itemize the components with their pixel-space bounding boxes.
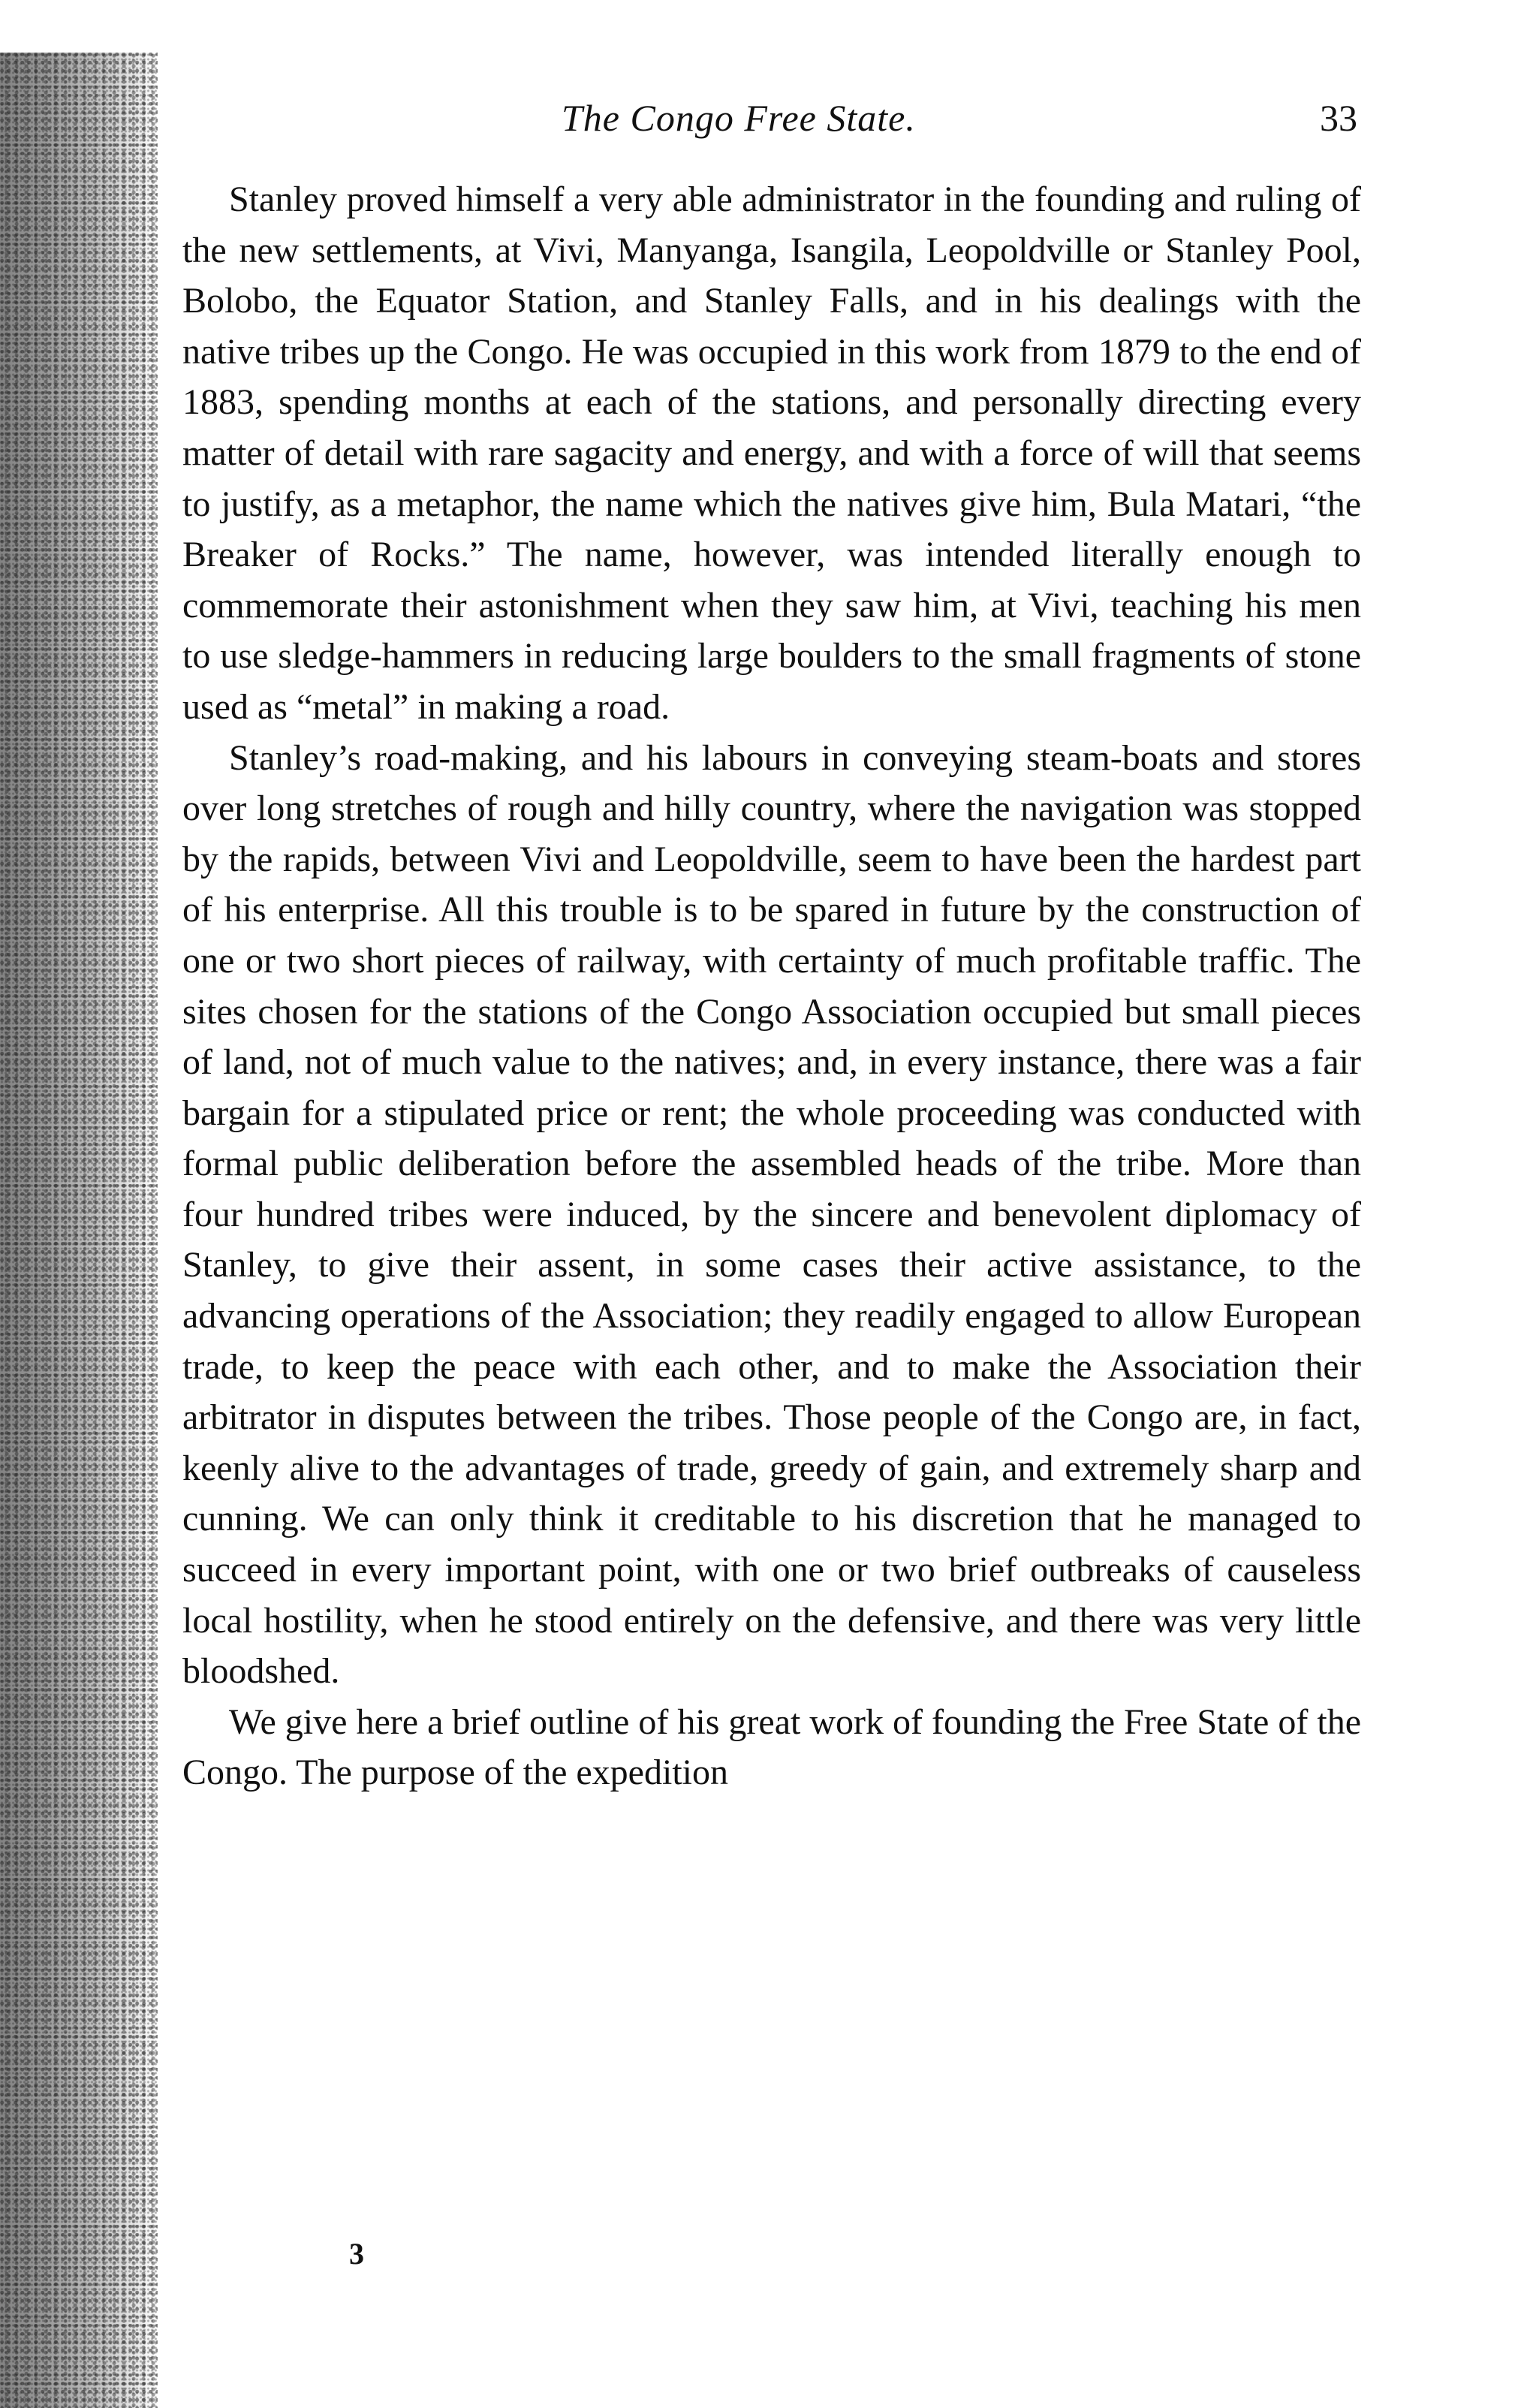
- page-header: [562, 96, 1357, 149]
- paragraph-1: Stanley proved himself a very able administrator in the founding and ruling of the new settlements, at Vivi, Manyanga, Isangila, Leopoldville or Stanley Pool, Bolobo, the Equator Station, and Stanley Falls, and in his dealings with the native tribes up the Congo. He was occupied in this work from 1879 to the end of 1883, spending months at each of the stations, and personally directing every matter of detail with rare sagacity and energy, and with a force of will that seems to justify, as a metaphor, the name which the natives give him, Bula Matari, “the Breaker of Rocks.” The name, however, was intended literally enough to commemorate their astonishment when they saw him, at Vivi, teaching his men to use sledge-hammers in reducing large boulders to the small fragments of stone used as “metal” in making a road.: [182, 179, 1361, 727]
- signature-mark: 3: [349, 2237, 364, 2271]
- binding-edge: [0, 53, 158, 2408]
- page-number: 33: [1320, 97, 1357, 139]
- body-text: [182, 174, 1361, 1798]
- paragraph-3: We give here a brief outline of his great work of founding the Free State of the Congo. The purpose of the expedition: [182, 1701, 1361, 1793]
- running-head: The Congo Free State.: [562, 97, 916, 139]
- paragraph-2: Stanley’s road-making, and his labours in conveying steam-boats and stores over long stretches of rough and hilly country, where the navigation was stopped by the rapids, between Vivi and Leopoldville, seem to have been the hardest part of his enterprise. All this trouble is to be spared in future by the construction of one or two short pieces of railway, with certainty of much profitable traffic. The sites chosen for the stations of the Congo Association occupied but small pieces of land, not of much value to the natives; and, in every instance, there was a fair bargain for a stipulated price or rent; the whole proceeding was conducted with formal public deliberation before the assembled heads of the tribe. More than four hundred tribes were induced, by the sincere and benevolent diplomacy of Stanley, to give their assent, in some cases their active assistance, to the advancing operations of the Association; they readily engaged to allow European trade, to keep the peace with each other, and to make the Association their arbitrator in disputes between the tribes. Those people of the Congo are, in fact, keenly alive to the advantages of trade, greedy of gain, and extremely sharp and cunning. We can only think it creditable to his discretion that he managed to succeed in every important point, with one or two brief outbreaks of causeless local hostility, when he stood entirely on the defensive, and there was very little bloodshed.: [182, 737, 1361, 1692]
